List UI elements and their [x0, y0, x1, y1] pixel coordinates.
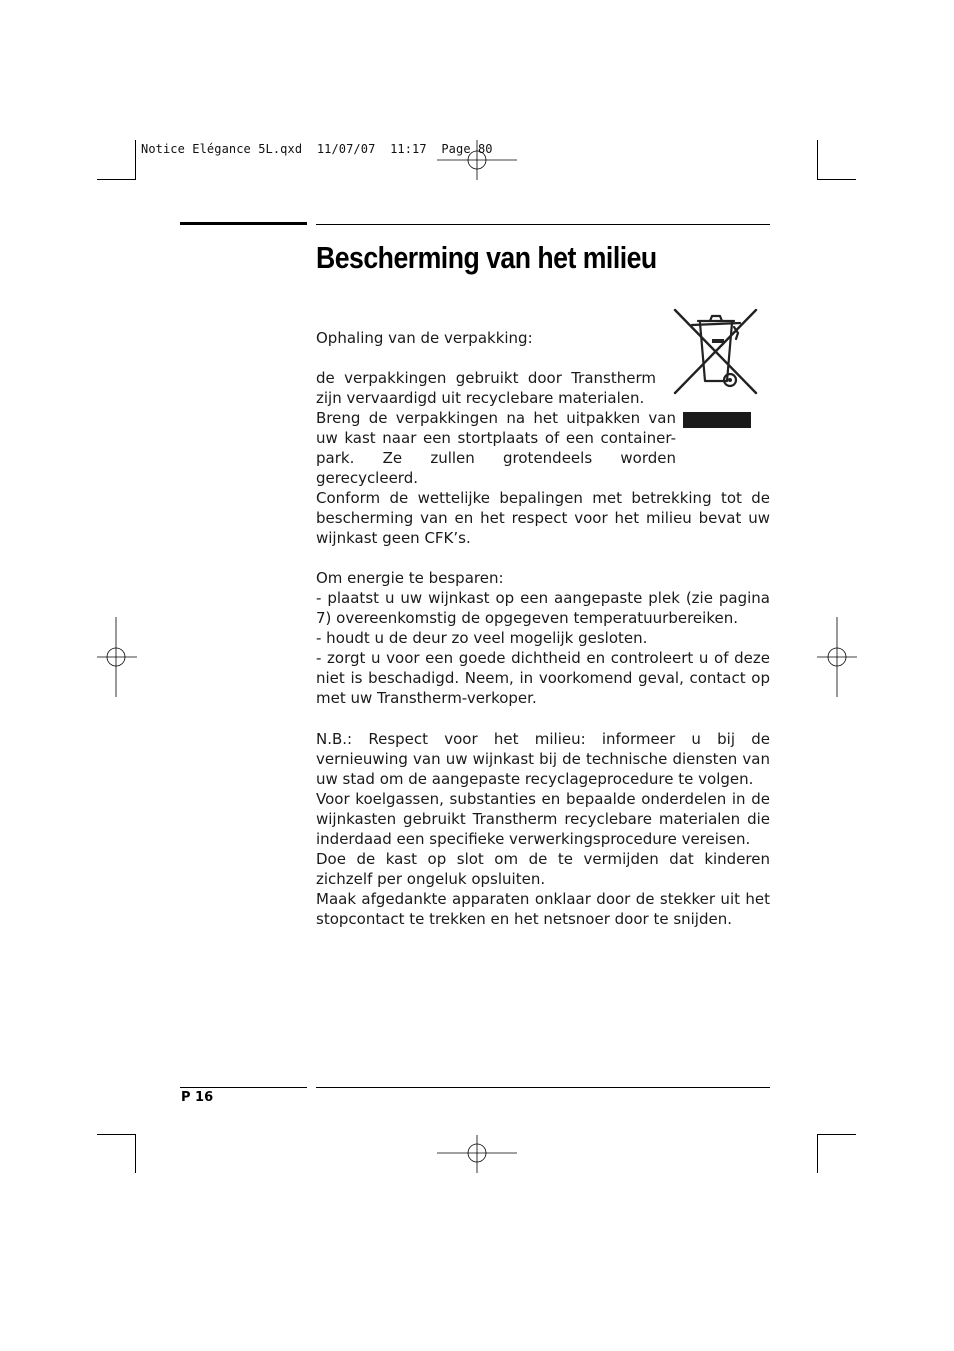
crop-mark: [817, 1134, 856, 1135]
slug-file: Notice Elégance 5L.qxd: [141, 142, 303, 156]
paragraph: de verpakkingen gebruikt door Transtherm zijn vervaardigd uit recyclebare materialen.: [316, 369, 656, 407]
paragraph: Voor koelgassen, substanties en bepaalde onderdelen in de wijnkasten gebruikt Transtherm recyclebare materialen die inderdaad een specifieke verwerkingsprocedure vereisen.: [316, 790, 770, 848]
crop-mark: [97, 1134, 136, 1135]
crop-mark: [135, 1134, 136, 1173]
registration-mark-right: [817, 617, 857, 697]
paragraph: Doe de kast op slot om de te vermijden dat kinderen zichzelf per ongeluk opsluiten.: [316, 850, 770, 888]
footer-rule-right: [316, 1087, 770, 1088]
paragraph: Maak afgedankte apparaten onklaar door de stekker uit het stopcontact te trekken en het netsnoer door te snijden.: [316, 890, 770, 928]
registration-mark-bottom: [437, 1135, 517, 1175]
footer-rule-left: [180, 1087, 307, 1088]
section-packaging: [316, 328, 676, 488]
slug-time: 11:17: [390, 142, 427, 156]
slug-date: 11/07/07: [316, 142, 376, 156]
crop-mark: [97, 179, 136, 180]
crop-mark: [817, 140, 818, 180]
crop-mark: [135, 140, 136, 180]
list-item: - plaatst u uw wijnkast op een aangepaste plek (zie pagina 7) overeenkomstig de opgegeven temperatuurbereiken.: [316, 589, 770, 627]
page-title: Bescherming van het milieu: [316, 240, 657, 275]
header-rule-thick: [180, 222, 307, 225]
list-item: - houdt u de deur zo veel mogelijk gesloten.: [316, 629, 648, 647]
header-rule-thin: [316, 224, 770, 225]
slug-page: Page 80: [441, 142, 493, 156]
list-item: - zorgt u voor een goede dichtheid en controleert u of deze niet is beschadigd. Neem, in voorkomend geval, contact op met uw Transtherm-verkoper.: [316, 649, 770, 707]
registration-mark-top: [437, 140, 517, 180]
crossed-out-wheeled-bin-icon: [670, 305, 762, 435]
crop-mark: [817, 179, 856, 180]
crop-mark: [817, 1134, 818, 1173]
section-notes: [316, 729, 770, 929]
section-energy: [316, 568, 770, 708]
section-heading: Om energie te besparen:: [316, 569, 504, 587]
paragraph: Breng de verpakkingen na het uitpakken van uw kast naar een stortplaats of een container-park. Ze zullen grotendeels worden gerecycleerd.: [316, 409, 676, 487]
paragraph: Conform de wettelijke bepalingen met betrekking tot de bescherming van en het respect voor het milieu bevat uw wijnkast geen CFK’s.: [316, 489, 770, 547]
registration-mark-left: [97, 617, 137, 697]
section-cfk: [316, 488, 770, 548]
page-number: P 16: [181, 1090, 214, 1105]
section-heading: Ophaling van de verpakking:: [316, 329, 533, 347]
paragraph: N.B.: Respect voor het milieu: informeer u bij de vernieuwing van uw wijnkast bij de technische diensten van uw stad om de aangepaste recyclageprocedure te volgen.: [316, 730, 770, 788]
